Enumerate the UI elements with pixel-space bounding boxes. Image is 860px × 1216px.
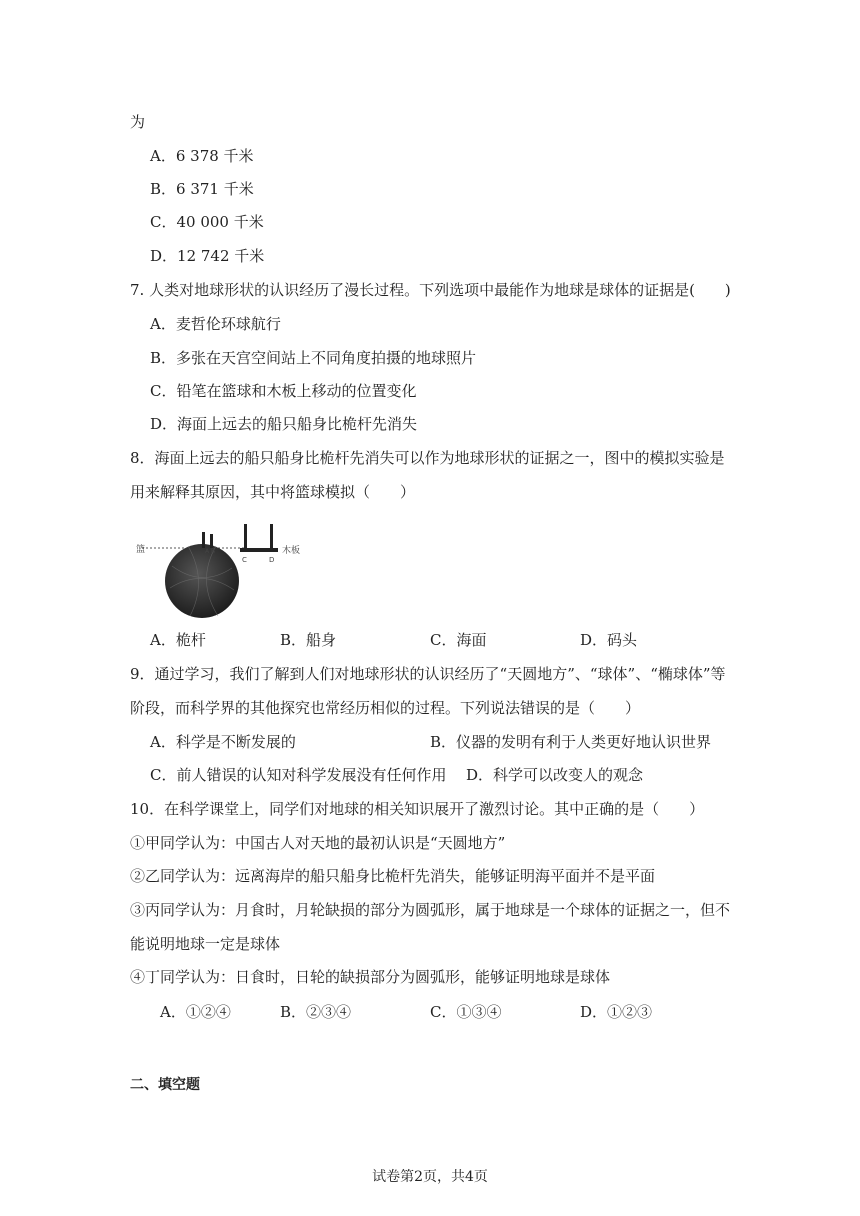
- q9-option-d: D．科学可以改变人的观念: [466, 766, 644, 784]
- pencil-c: [244, 524, 247, 548]
- wooden-board: [240, 548, 278, 552]
- pencil-b: [210, 534, 213, 548]
- question-8-stem-line2: 用来解释其原因，其中将篮球模拟（ ）: [130, 483, 416, 501]
- q9-option-b: B．仪器的发明有利于人类更好地认识世界: [430, 733, 712, 751]
- diagram-label-right: 木板: [282, 546, 301, 556]
- q8-option-a: A．桅杆: [150, 631, 206, 649]
- q10-option-b: B．②③④: [280, 1003, 352, 1021]
- pencil-a: [202, 532, 205, 548]
- q7-option-d: D．海面上远去的船只船身比桅杆先消失: [150, 415, 418, 433]
- q10-option-d: D．①②③: [580, 1003, 653, 1021]
- q10-statement-3-line1: ③丙同学认为：月食时，月轮缺损的部分为圆弧形，属于地球是一个球体的证据之一，但不: [130, 901, 731, 919]
- diagram-label-ab: A B: [205, 548, 216, 555]
- question-8-stem-line1: 8．海面上远去的船只船身比桅杆先消失可以作为地球形状的证据之一，图中的模拟实验是: [130, 449, 725, 467]
- question-continuation: 为: [130, 113, 146, 131]
- q10-statement-1: ①甲同学认为：中国古人对天地的最初认识是“天圆地方”: [130, 834, 506, 852]
- basketball-board-diagram: [128, 518, 318, 618]
- option-b: B．6 371 千米: [150, 180, 254, 198]
- option-c: C．40 000 千米: [150, 213, 264, 231]
- q9-option-a: A．科学是不断发展的: [150, 733, 296, 751]
- q10-statement-3-line2: 能说明地球一定是球体: [130, 935, 281, 953]
- q10-statement-4: ④丁同学认为：日食时，日轮的缺损部分为圆弧形，能够证明地球是球体: [130, 968, 611, 986]
- q7-option-c: C．铅笔在篮球和木板上移动的位置变化: [150, 382, 417, 400]
- q10-option-c: C．①③④: [430, 1003, 502, 1021]
- option-d: D．12 742 千米: [150, 247, 265, 265]
- q8-option-b: B．船身: [280, 631, 337, 649]
- q8-option-c: C．海面: [430, 631, 487, 649]
- pencil-d: [270, 524, 273, 548]
- diagram-label-left: 篮: [136, 545, 146, 555]
- q9-option-c: C．前人错误的认知对科学发展没有任何作用: [150, 766, 447, 784]
- diagram-label-d: D: [269, 556, 275, 564]
- basketball-shape: [165, 544, 239, 618]
- q10-option-a: A．①②④: [160, 1003, 231, 1021]
- section-title: 二、填空题: [130, 1077, 200, 1093]
- question-9-stem-line1: 9．通过学习，我们了解到人们对地球形状的认识经历了“天圆地方”、“球体”、“椭球体”等: [130, 665, 726, 683]
- diagram-label-c: C: [242, 556, 247, 564]
- question-9-stem-line2: 阶段，而科学界的其他探究也常经历相似的过程。下列说法错误的是（ ）: [130, 699, 641, 717]
- q7-option-a: A．麦哲伦环球航行: [150, 315, 281, 333]
- option-a: A．6 378 千米: [150, 147, 254, 165]
- q8-option-d: D．码头: [580, 631, 638, 649]
- page-footer: 试卷第2页，共4页: [372, 1169, 488, 1185]
- question-7-stem: 7. 人类对地球形状的认识经历了漫长过程。下列选项中最能作为地球是球体的证据是( ): [130, 281, 731, 299]
- q7-option-b: B．多张在天宫空间站上不同角度拍摄的地球照片: [150, 349, 477, 367]
- q10-statement-2: ②乙同学认为：远离海岸的船只船身比桅杆先消失，能够证明海平面并不是平面: [130, 867, 656, 885]
- question-10-stem: 10．在科学课堂上，同学们对地球的相关知识展开了激烈讨论。其中正确的是（ ）: [130, 800, 705, 818]
